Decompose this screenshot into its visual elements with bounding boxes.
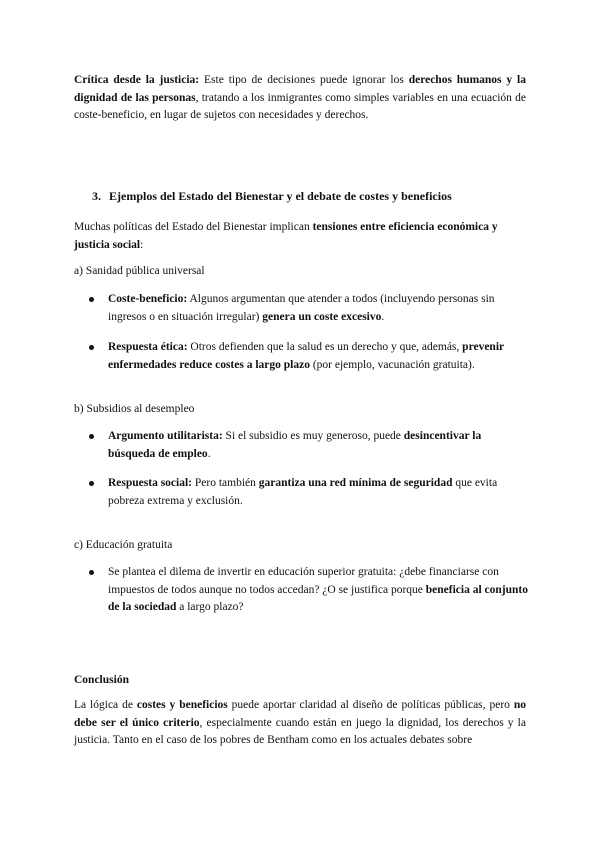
critique-paragraph: Crítica desde la justicia: Este tipo de decisiones puede ignorar los derechos humanos y la dignidad de las personas, tratando a los inmigrantes como simples variables en una ecuación de coste-beneficio, en lugar de sujetos con necesidades y derechos.	[74, 74, 526, 121]
critique-label: Crítica desde la justicia:	[74, 74, 200, 86]
section-number: 3.	[92, 189, 101, 203]
bullet-icon	[89, 434, 94, 439]
conclusion-paragraph: La lógica de costes y beneficios puede aportar claridad al diseño de políticas públicas, pero no debe ser el único criterio, especialmente cuando están en juego la dignidad, los derechos y la justicia. Tanto en el caso de los pobres de Bentham como en los actuales debates sobre	[74, 699, 526, 746]
bullet-icon	[89, 570, 94, 575]
list-item: Respuesta social: Pero también garantiza una red mínima de seguridad que evita pobreza extrema y exclusión.	[108, 475, 528, 510]
section-3-heading	[92, 187, 452, 205]
bullet-icon	[89, 297, 94, 302]
conclusion-heading: Conclusión	[74, 674, 129, 686]
subheading-educacion: c) Educación gratuita	[74, 539, 173, 551]
list-item: Respuesta ética: Otros defienden que la salud es un derecho y que, además, prevenir enfermedades reduce costes a largo plazo (por ejemplo, vacunación gratuita).	[108, 339, 528, 374]
section-3-intro: Muchas políticas del Estado del Bienestar implican tensiones entre eficiencia económica y justicia social:	[74, 221, 498, 251]
bullet-icon	[89, 481, 94, 486]
subheading-sanidad: a) Sanidad pública universal	[74, 265, 205, 277]
bullet-icon	[89, 345, 94, 350]
subheading-subsidios: b) Subsidios al desempleo	[74, 403, 195, 415]
list-item: Coste-beneficio: Algunos argumentan que atender a todos (incluyendo personas sin ingresos o en situación irregular) genera un coste excesivo.	[108, 291, 528, 326]
list-item: Se plantea el dilema de invertir en educación superior gratuita: ¿debe financiarse con impuestos de todos aunque no todos accedan? ¿O se justifica porque beneficia al conjunto de la sociedad a largo plazo?	[108, 564, 528, 617]
list-item: Argumento utilitarista: Si el subsidio es muy generoso, puede desincentivar la búsqueda de empleo.	[108, 428, 528, 463]
section-title: Ejemplos del Estado del Bienestar y el debate de costes y beneficios	[109, 189, 452, 203]
